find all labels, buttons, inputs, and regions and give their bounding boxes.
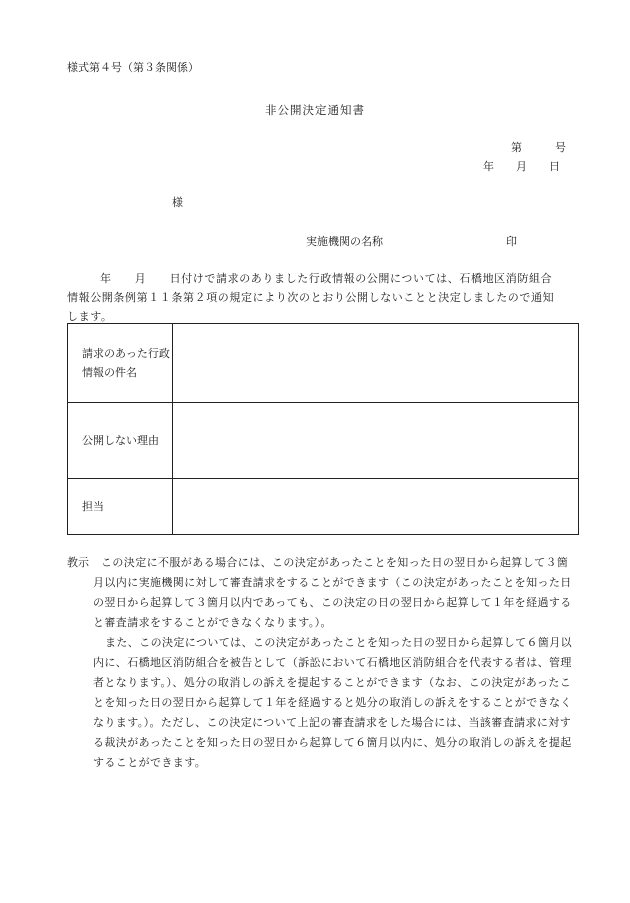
table-row: [68, 324, 579, 403]
notice-paragraph-1: この決定に不服がある場合には、この決定があったことを知った日の翌日から起算して３箇月以内に実施機関に対して審査請求をすることができます（この決定があったことを知った日の翌日から起算して３箇月以内であっても、この決定の日の翌日から起算して１年を経過すると審査請求をすることができなくなります。）。: [93, 556, 572, 629]
recipient-line: 様: [172, 196, 183, 209]
info-table: [67, 323, 579, 535]
table-row-value: [173, 324, 579, 403]
table-row-label: 担当: [68, 479, 173, 535]
body-paragraph: 年 月 日付けで請求のありました行政情報の公開については、石橋地区消防組合情報公開条例第１１条第２項の規定により次のとおり公開しないことと決定しましたので通知します。: [67, 272, 555, 323]
form-number-label: 様式第４号（第３条関係）: [67, 61, 199, 74]
table-row-value: [173, 479, 579, 535]
table-row-value: [173, 403, 579, 479]
organization-name-label: 実施機関の名称: [306, 235, 383, 248]
document-title: 非公開決定通知書: [265, 103, 365, 117]
seal-mark: 印: [506, 235, 517, 248]
notice-heading: 教示: [67, 556, 89, 569]
table-row-label: 公開しない理由: [68, 403, 173, 479]
table-row: [68, 403, 579, 479]
table-row-label: 請求のあった行政情報の件名: [68, 324, 173, 403]
notice-paragraph-2: また、この決定については、この決定があったことを知った日の翌日から起算して６箇月以内に、石橋地区消防組合を被告として（訴訟において石橋地区消防組合を代表する者は、管理者となります。）、処分の取消しの訴えを提起することができます（なお、この決定があったことを知った日の翌日から起算して１年を経過すると処分の取消しの訴えをすることができなくなります。）。ただし、この決定について上記の審査請求をした場合には、当該審査請求に対する裁決があったことを知った日の翌日から起算して６箇月以内に、処分の取消しの訴えを提起することができます。: [93, 636, 573, 769]
table-row: [68, 479, 579, 535]
date-line: 年 月 日: [483, 160, 560, 173]
document-number-line: 第 号: [511, 141, 566, 154]
